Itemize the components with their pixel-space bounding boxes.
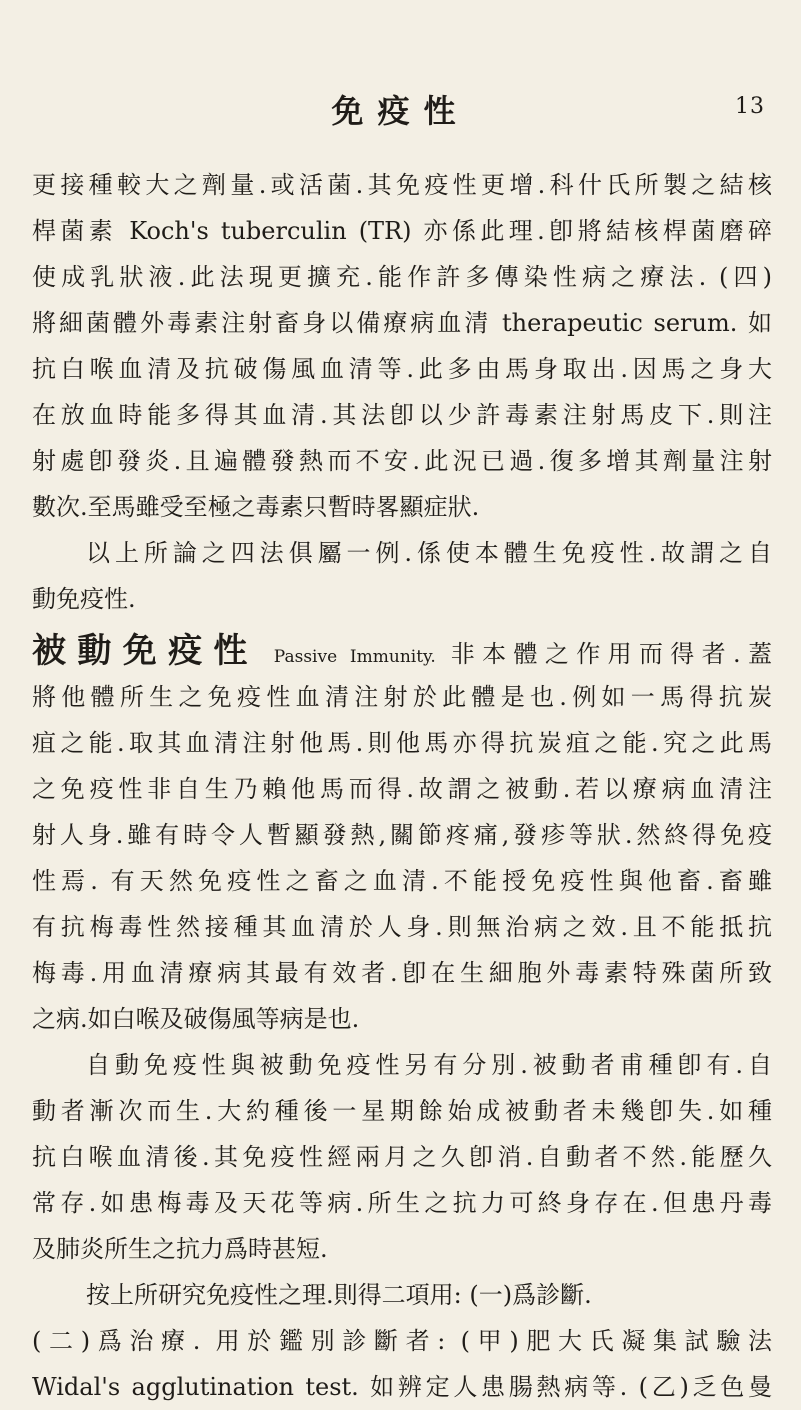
- text-line: 更接種較大之劑量.或活菌.其免疫性更增.科什氏所製之結核: [32, 171, 772, 199]
- text-line: 之免疫性非自生乃賴他馬而得.故謂之被動.若以療病血清注: [32, 775, 772, 803]
- body-text: [32, 162, 772, 1410]
- text-line: 數次.至馬雖受至極之毒素只暫時畧顯症狀.: [32, 493, 480, 521]
- text-line: 之病.如白喉及破傷風等病是也.: [32, 1005, 360, 1033]
- section-heading-line: [32, 628, 772, 674]
- text-line: 將細菌體外毒素注射畜身以備療病血清 therapeutic serum. 如: [32, 309, 772, 337]
- text-line: 以上所論之四法俱屬一例.係使本體生免疫性.故謂之自: [86, 539, 772, 567]
- section-first-line-text: 非本體之作用而得者.蓋: [450, 640, 772, 668]
- text-line: (二)爲治療. 用於鑑別診斷者: (甲)肥大氏凝集試驗法: [32, 1327, 772, 1355]
- text-line: 有抗梅毒性然接種其血清於人身.則無治病之效.且不能抵抗: [32, 913, 772, 941]
- text-line: 自動免疫性與被動免疫性另有分別.被動者甫種卽有.自: [86, 1051, 772, 1079]
- section-title: 被動免疫性: [32, 631, 259, 671]
- text-line: Widal's agglutination test. 如辨定人患腸熱病等. (乙)乏色曼: [32, 1373, 772, 1401]
- text-line: 射人身.雖有時令人暫顯發熱,關節疼痛,發疹等狀.然終得免疫: [32, 821, 772, 849]
- text-line: 射處卽發炎.且遍體發熱而不安.此況已過.復多增其劑量注射: [32, 447, 772, 475]
- text-line: 動者漸次而生.大約種後一星期餘始成被動者未幾卽失.如種: [32, 1097, 772, 1125]
- text-line: 抗白喉血清後.其免疫性經兩月之久卽消.自動者不然.能歷久: [32, 1143, 772, 1171]
- text-line: 性焉. 有天然免疫性之畜之血清.不能授免疫性與他畜.畜雖: [32, 867, 772, 895]
- text-line: 常存.如患梅毒及天花等病.所生之抗力可終身存在.但患丹毒: [32, 1189, 772, 1217]
- text-line: 疽之能.取其血清注射他馬.則他馬亦得抗炭疽之能.究之此馬: [32, 729, 772, 757]
- text-line: 使成乳狀液.此法現更擴充.能作許多傳染性病之療法. (四): [32, 263, 772, 291]
- text-line: 將他體所生之免疫性血清注射於此體是也.例如一馬得抗炭: [32, 683, 772, 711]
- section-term: Passive Immunity.: [273, 647, 436, 667]
- running-header: [0, 86, 801, 136]
- text-line: 抗白喉血清及抗破傷風血清等.此多由馬身取出.因馬之身大: [32, 355, 772, 383]
- page-number: 13: [735, 94, 765, 119]
- text-line: 桿菌素 Koch's tuberculin (TR) 亦係此理.卽將結核桿菌磨碎: [32, 217, 772, 245]
- text-line: 按上所研究免疫性之理.則得二項用: (一)爲診斷.: [86, 1281, 592, 1309]
- text-line: 動免疫性.: [32, 585, 136, 613]
- text-line: 及肺炎所生之抗力爲時甚短.: [32, 1235, 328, 1263]
- text-line: 梅毒.用血清療病其最有效者.卽在生細胞外毒素特殊菌所致: [32, 959, 772, 987]
- text-line: 在放血時能多得其血清.其法卽以少許毒素注射馬皮下.則注: [32, 401, 772, 429]
- page-title: 免疫性: [331, 92, 470, 130]
